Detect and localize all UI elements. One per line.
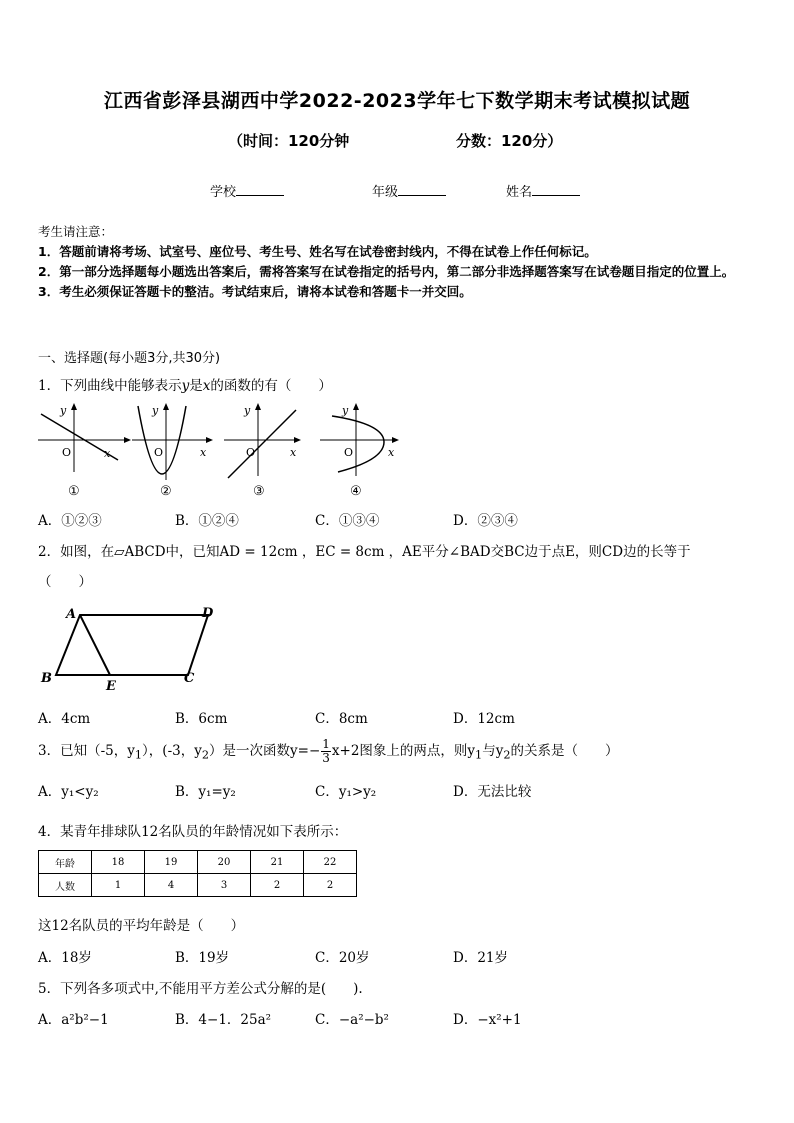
point-e-label: E — [106, 679, 116, 694]
notice-item: 3．考生必须保证答题卡的整洁。考试结束后，请将本试卷和答题卡一并交回。 — [38, 284, 472, 299]
option-d[interactable]: D．无法比较 — [453, 784, 532, 800]
option-a[interactable]: A．y₁<y₂ — [38, 784, 99, 800]
q3-text: 与y — [482, 743, 504, 759]
graph-4-x-label: x — [388, 446, 395, 459]
graph-4-caption: ④ — [350, 484, 362, 499]
graph-1-origin: O — [62, 446, 72, 459]
option-d[interactable]: D．21岁 — [453, 950, 509, 966]
point-b-label: B — [41, 671, 52, 686]
table-cell: 2 — [251, 874, 304, 897]
q3-sub: 1 — [475, 748, 483, 762]
option-a[interactable]: A．18岁 — [38, 950, 92, 966]
graph-4-y-label: y — [342, 404, 349, 417]
graph-1-caption: ① — [68, 484, 80, 499]
graph-1-y-label: y — [60, 404, 67, 417]
graph-3-x-label: x — [290, 446, 297, 459]
question-2-blank: （ ） — [38, 574, 92, 590]
q3-sub: 2 — [201, 748, 210, 762]
option-a[interactable]: A．①②③ — [38, 513, 102, 529]
question-5-stem: 5．下列各多项式中,不能用平方差公式分解的是( ). — [38, 981, 363, 997]
graph-2-y-label: y — [152, 404, 159, 417]
graph-2-origin: O — [154, 446, 164, 459]
graph-3-y-label: y — [244, 404, 251, 417]
q1-stem-c: 的函数的有（ ） — [210, 378, 332, 394]
q1-stem-a: 1．下列曲线中能够表示 — [38, 378, 182, 394]
name-field — [506, 181, 580, 200]
table-cell: 4 — [145, 874, 198, 897]
graph-3-caption: ③ — [253, 484, 265, 499]
total-score: 分数：120分） — [456, 132, 563, 150]
fraction-denominator: 3 — [322, 751, 330, 765]
table-cell: 年龄 — [39, 851, 92, 874]
q1-var-x: x — [202, 378, 211, 394]
option-c[interactable]: C．−a²−b² — [315, 1012, 389, 1028]
table-cell: 19 — [145, 851, 198, 874]
school-label: 学校 — [210, 185, 237, 200]
table-cell: 20 — [198, 851, 251, 874]
option-b[interactable]: B．①②④ — [175, 513, 239, 529]
q3-sub: 2 — [503, 748, 511, 762]
table-cell: 3 — [198, 874, 251, 897]
graph-3-origin: O — [246, 446, 256, 459]
table-cell: 21 — [251, 851, 304, 874]
graph-2-caption: ② — [160, 484, 172, 499]
question-4-stem: 4．某青年排球队12名队员的年龄情况如下表所示： — [38, 824, 348, 840]
table-cell: 22 — [304, 851, 357, 874]
graph-2 — [130, 402, 220, 482]
option-c[interactable]: C．8cm — [315, 711, 368, 727]
school-field — [210, 181, 284, 200]
graph-4 — [318, 402, 408, 482]
option-b[interactable]: B．19岁 — [175, 950, 230, 966]
graph-2-x-label: x — [200, 446, 207, 459]
table-cell: 1 — [92, 874, 145, 897]
section-heading: 一、选择题(每小题3分,共30分) — [38, 351, 221, 366]
option-b[interactable]: B．6cm — [175, 711, 228, 727]
table-cell: 2 — [304, 874, 357, 897]
name-label: 姓名 — [506, 185, 533, 200]
notice-item: 2．第一部分选择题每小题选出答案后，需将答案写在试卷指定的括号内，第二部分非选择题答案写在试卷题目指定的位置上。 — [38, 264, 735, 279]
q3-text: ）是一次函数y=− — [209, 743, 321, 759]
notice-block — [38, 222, 762, 302]
option-d[interactable]: D．②③④ — [453, 513, 518, 529]
notice-item: 1．答题前请将考场、试室号、座位号、考生号、姓名写在试卷密封线内，不得在试卷上作任何标记。 — [38, 244, 597, 259]
option-d[interactable]: D．−x²+1 — [453, 1012, 522, 1028]
parallelogram-figure — [38, 600, 228, 695]
question-1-stem — [38, 374, 332, 394]
option-c[interactable]: C．y₁>y₂ — [315, 784, 377, 800]
point-a-label: A — [66, 607, 77, 622]
point-c-label: C — [184, 671, 195, 686]
question-3-stem — [38, 736, 619, 771]
table-cell: 18 — [92, 851, 145, 874]
grade-field — [372, 181, 446, 200]
graph-1 — [36, 402, 136, 482]
table-cell: 人数 — [39, 874, 92, 897]
question-4-question: 这12名队员的平均年龄是（ ） — [38, 918, 245, 934]
q3-text: 的关系是（ ） — [510, 743, 619, 759]
fraction — [321, 738, 331, 765]
fraction-numerator: 1 — [322, 737, 330, 751]
option-b[interactable]: B．4−1．25a² — [175, 1012, 272, 1028]
graph-4-origin: O — [344, 446, 354, 459]
age-table — [38, 850, 357, 897]
grade-label: 年级 — [372, 185, 399, 200]
q3-text: x+2图象上的两点，则y — [331, 743, 476, 759]
notice-heading: 考生请注意： — [38, 224, 114, 239]
point-d-label: D — [202, 606, 214, 621]
option-d[interactable]: D．12cm — [453, 711, 515, 727]
table-row — [39, 874, 357, 897]
grade-blank[interactable] — [398, 183, 446, 196]
option-c[interactable]: C．20岁 — [315, 950, 370, 966]
name-blank[interactable] — [532, 183, 580, 196]
q1-stem-b: 是 — [189, 378, 203, 394]
option-a[interactable]: A．4cm — [38, 711, 91, 727]
option-b[interactable]: B．y₁=y₂ — [175, 784, 236, 800]
question-2-stem: 2．如图，在▱ABCD中，已知AD = 12cm ，EC = 8cm ，AE平分∠BAD交BC边于点E，则CD边的长等于 — [38, 544, 691, 560]
time-limit: （时间：120分钟 — [228, 132, 350, 150]
table-row — [39, 851, 357, 874]
q1-var-y: y — [181, 378, 190, 394]
graph-3 — [222, 402, 312, 482]
q3-sub: 1 — [134, 748, 143, 762]
page-title: 江西省彭泽县湖西中学2022-2023学年七下数学期末考试模拟试题 — [103, 90, 691, 112]
graph-1-x-label: x — [104, 447, 111, 460]
school-blank[interactable] — [236, 183, 284, 196]
option-a[interactable]: A．a²b²−1 — [38, 1012, 109, 1028]
q3-text: 3．已知（-5，y — [38, 743, 135, 759]
q3-text: ），(-3，y — [142, 743, 202, 759]
option-c[interactable]: C．①③④ — [315, 513, 380, 529]
